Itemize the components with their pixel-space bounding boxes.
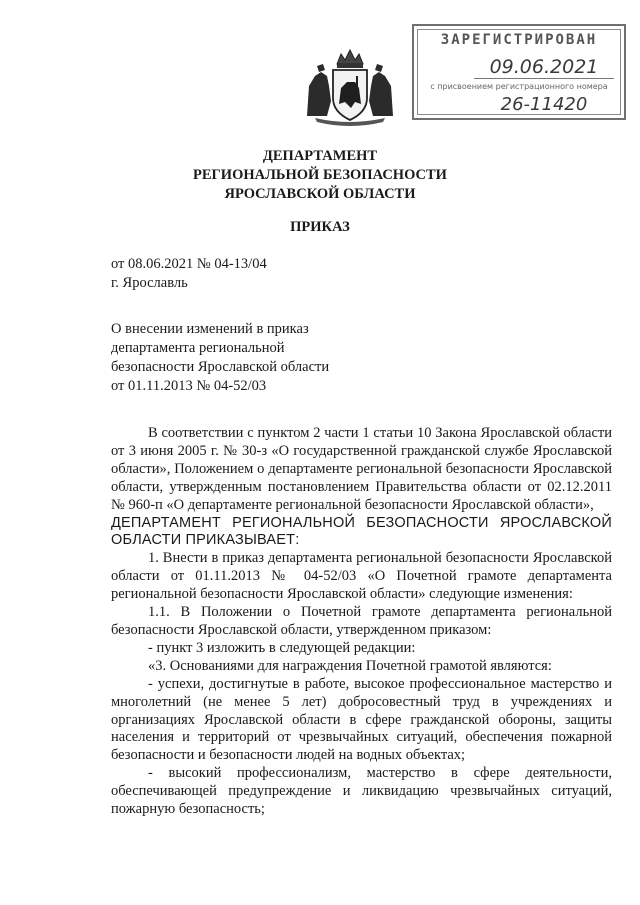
department-line-1: ДЕПАРТАМЕНТ: [262, 148, 378, 164]
item-1-paragraph: 1. Внести в приказ департамента региональной безопасности Ярославской области от 01.11.2013 № 04-52/03 «О Почетной грамоте департамента региональной безопасности Ярославской области» следующие изменения:: [111, 550, 612, 603]
stamp-caption: с присвоением регистрационного номера: [430, 82, 608, 91]
item-point-3-paragraph: - пункт 3 изложить в следующей редакции:: [148, 639, 416, 656]
coat-of-arms-emblem: [301, 46, 399, 126]
order-title: ПРИКАЗ: [290, 219, 350, 235]
subject-line-3: безопасности Ярославской области: [111, 359, 330, 375]
orders-statement: ДЕПАРТАМЕНТ РЕГИОНАЛЬНОЙ БЕЗОПАСНОСТИ ЯРОСЛАВСКОЙ ОБЛАСТИ ПРИКАЗЫВАЕТ:: [111, 514, 612, 549]
stamp-title: ЗАРЕГИСТРИРОВАН: [440, 32, 598, 48]
subject-line-2: департамента региональной: [111, 340, 285, 356]
registration-stamp: [412, 24, 626, 120]
item-1-1-paragraph: 1.1. В Положении о Почетной грамоте департамента региональной безопасности Ярославской области, утвержденном приказом:: [111, 604, 612, 638]
order-date-number: от 08.06.2021 № 04-13/04: [111, 256, 267, 272]
grounds-heading-paragraph: «3. Основаниями для награждения Почетной грамотой являются:: [148, 657, 552, 674]
order-city: г. Ярославль: [111, 275, 188, 291]
order-body: [111, 425, 612, 819]
stamp-registration-number: 26-11420: [500, 94, 588, 115]
grounds-item-1-paragraph: - успехи, достигнутые в работе, высокое профессиональное мастерство и многолетний (не менее 5 лет) добросовестный труд в учреждениях и организациях Ярославской области в сфере гражданской обороны, защиты населения и территорий от чрезвычайных ситуаций, обеспечения пожарной безопасности и безопасности людей на водных объектах;: [111, 675, 612, 764]
grounds-item-2-paragraph: - высокий профессионализм, мастерство в сфере деятельности, обеспечивающей предупреждение и ликвидацию чрезвычайных ситуаций, пожарную безопасность;: [111, 765, 612, 818]
stamp-date: 09.06.2021: [474, 56, 614, 79]
subject-line-4: от 01.11.2013 № 04-52/03: [111, 378, 267, 394]
subject-line-1: О внесении изменений в приказ: [111, 321, 309, 337]
preamble-paragraph: В соответствии с пунктом 2 части 1 статьи 10 Закона Ярославской области от 3 июня 2005 г. № 30-з «О государственной гражданской службе Ярославской области», Положением о департаменте региональной безопасности Ярославской области, утвержденным постановлением Правительства области от 02.12.2011 № 960-п «О департаменте региональной безопасности Ярославской области»,: [111, 425, 612, 513]
subject-block: [111, 320, 329, 396]
department-line-3: ЯРОСЛАВСКОЙ ОБЛАСТИ: [224, 186, 416, 202]
department-line-2: РЕГИОНАЛЬНОЙ БЕЗОПАСНОСТИ: [193, 167, 447, 183]
department-header: [0, 147, 640, 204]
